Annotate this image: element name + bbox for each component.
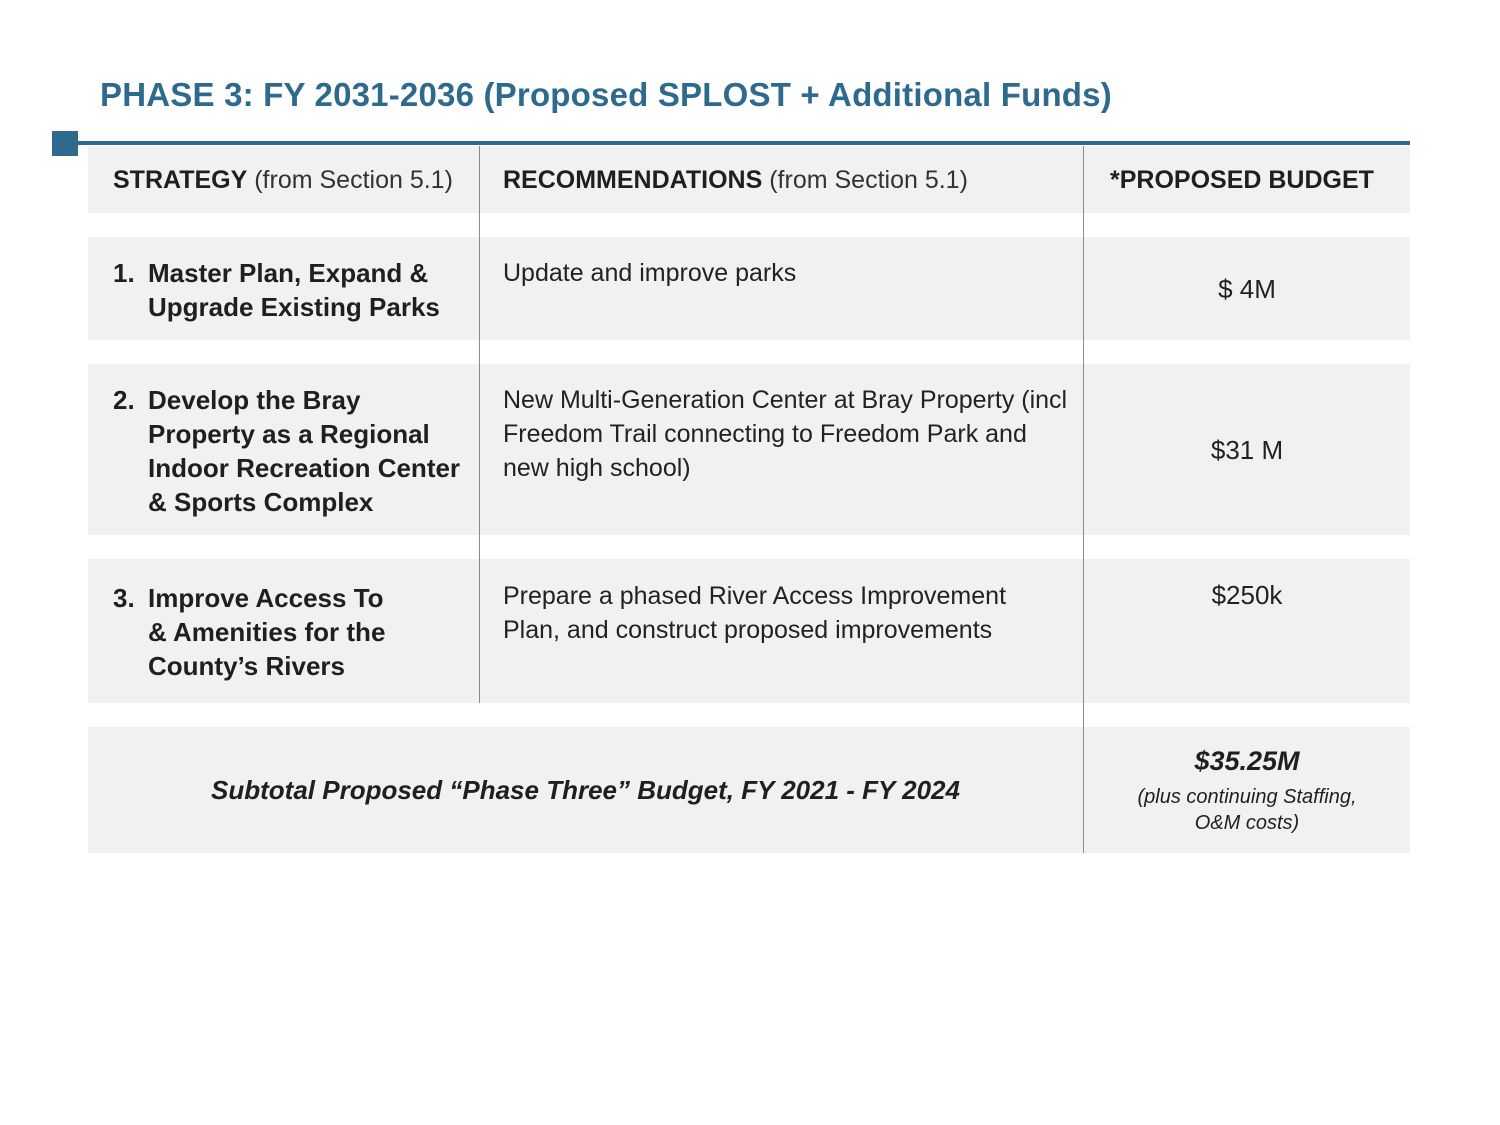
row-2-number: 2. <box>113 385 135 415</box>
header-strategy-label: STRATEGY <box>113 166 248 194</box>
header-budget-label: *PROPOSED BUDGET <box>1110 166 1374 194</box>
header-recommendations-label: RECOMMENDATIONS <box>503 166 763 194</box>
row-2-recommendation: New Multi-Generation Center at Bray Property (incl Freedom Trail connecting to Freedom Park and new high school) <box>503 386 1068 482</box>
subtotal-note: (plus continuing Staffing, O&M costs) <box>1137 786 1357 834</box>
row-2-strategy <box>113 383 473 519</box>
subtotal-label: Subtotal Proposed “Phase Three” Budget, FY 2021 - FY 2024 <box>211 775 960 805</box>
row-2-budget: $31 M <box>1210 435 1284 465</box>
header-strategy-source: (from Section 5.1) <box>254 166 453 194</box>
row-1-strategy <box>113 256 473 324</box>
title-rule-line <box>78 141 1410 145</box>
row-3-strategy <box>113 581 473 683</box>
header-recommendations <box>503 166 968 195</box>
title-rule-marker <box>52 131 78 156</box>
row-1-number: 1. <box>113 258 135 288</box>
header-strategy <box>113 166 453 195</box>
subtotal-amount: $35.25M <box>1194 746 1300 776</box>
row-3-number: 3. <box>113 583 135 613</box>
row-3-strategy-text: Improve Access To & Amenities for the County’s Rivers <box>148 583 386 681</box>
row-2-strategy-text: Develop the Bray Property as a Regional Indoor Recreation Center & Sports Complex <box>148 385 461 517</box>
row-3-budget: $250k <box>1211 580 1283 610</box>
row-1-recommendation: Update and improve parks <box>503 259 797 287</box>
header-recommendations-source: (from Section 5.1) <box>769 166 968 194</box>
row-1-budget: $ 4M <box>1218 274 1276 304</box>
header-budget <box>1110 166 1374 195</box>
column-divider-1 <box>479 146 480 703</box>
page-title: PHASE 3: FY 2031-2036 (Proposed SPLOST + Additional Funds) <box>100 76 1112 113</box>
row-1-strategy-text: Master Plan, Expand & Upgrade Existing Parks <box>148 258 440 322</box>
row-3-recommendation: Prepare a phased River Access Improvement Plan, and construct proposed improvements <box>503 582 1007 644</box>
